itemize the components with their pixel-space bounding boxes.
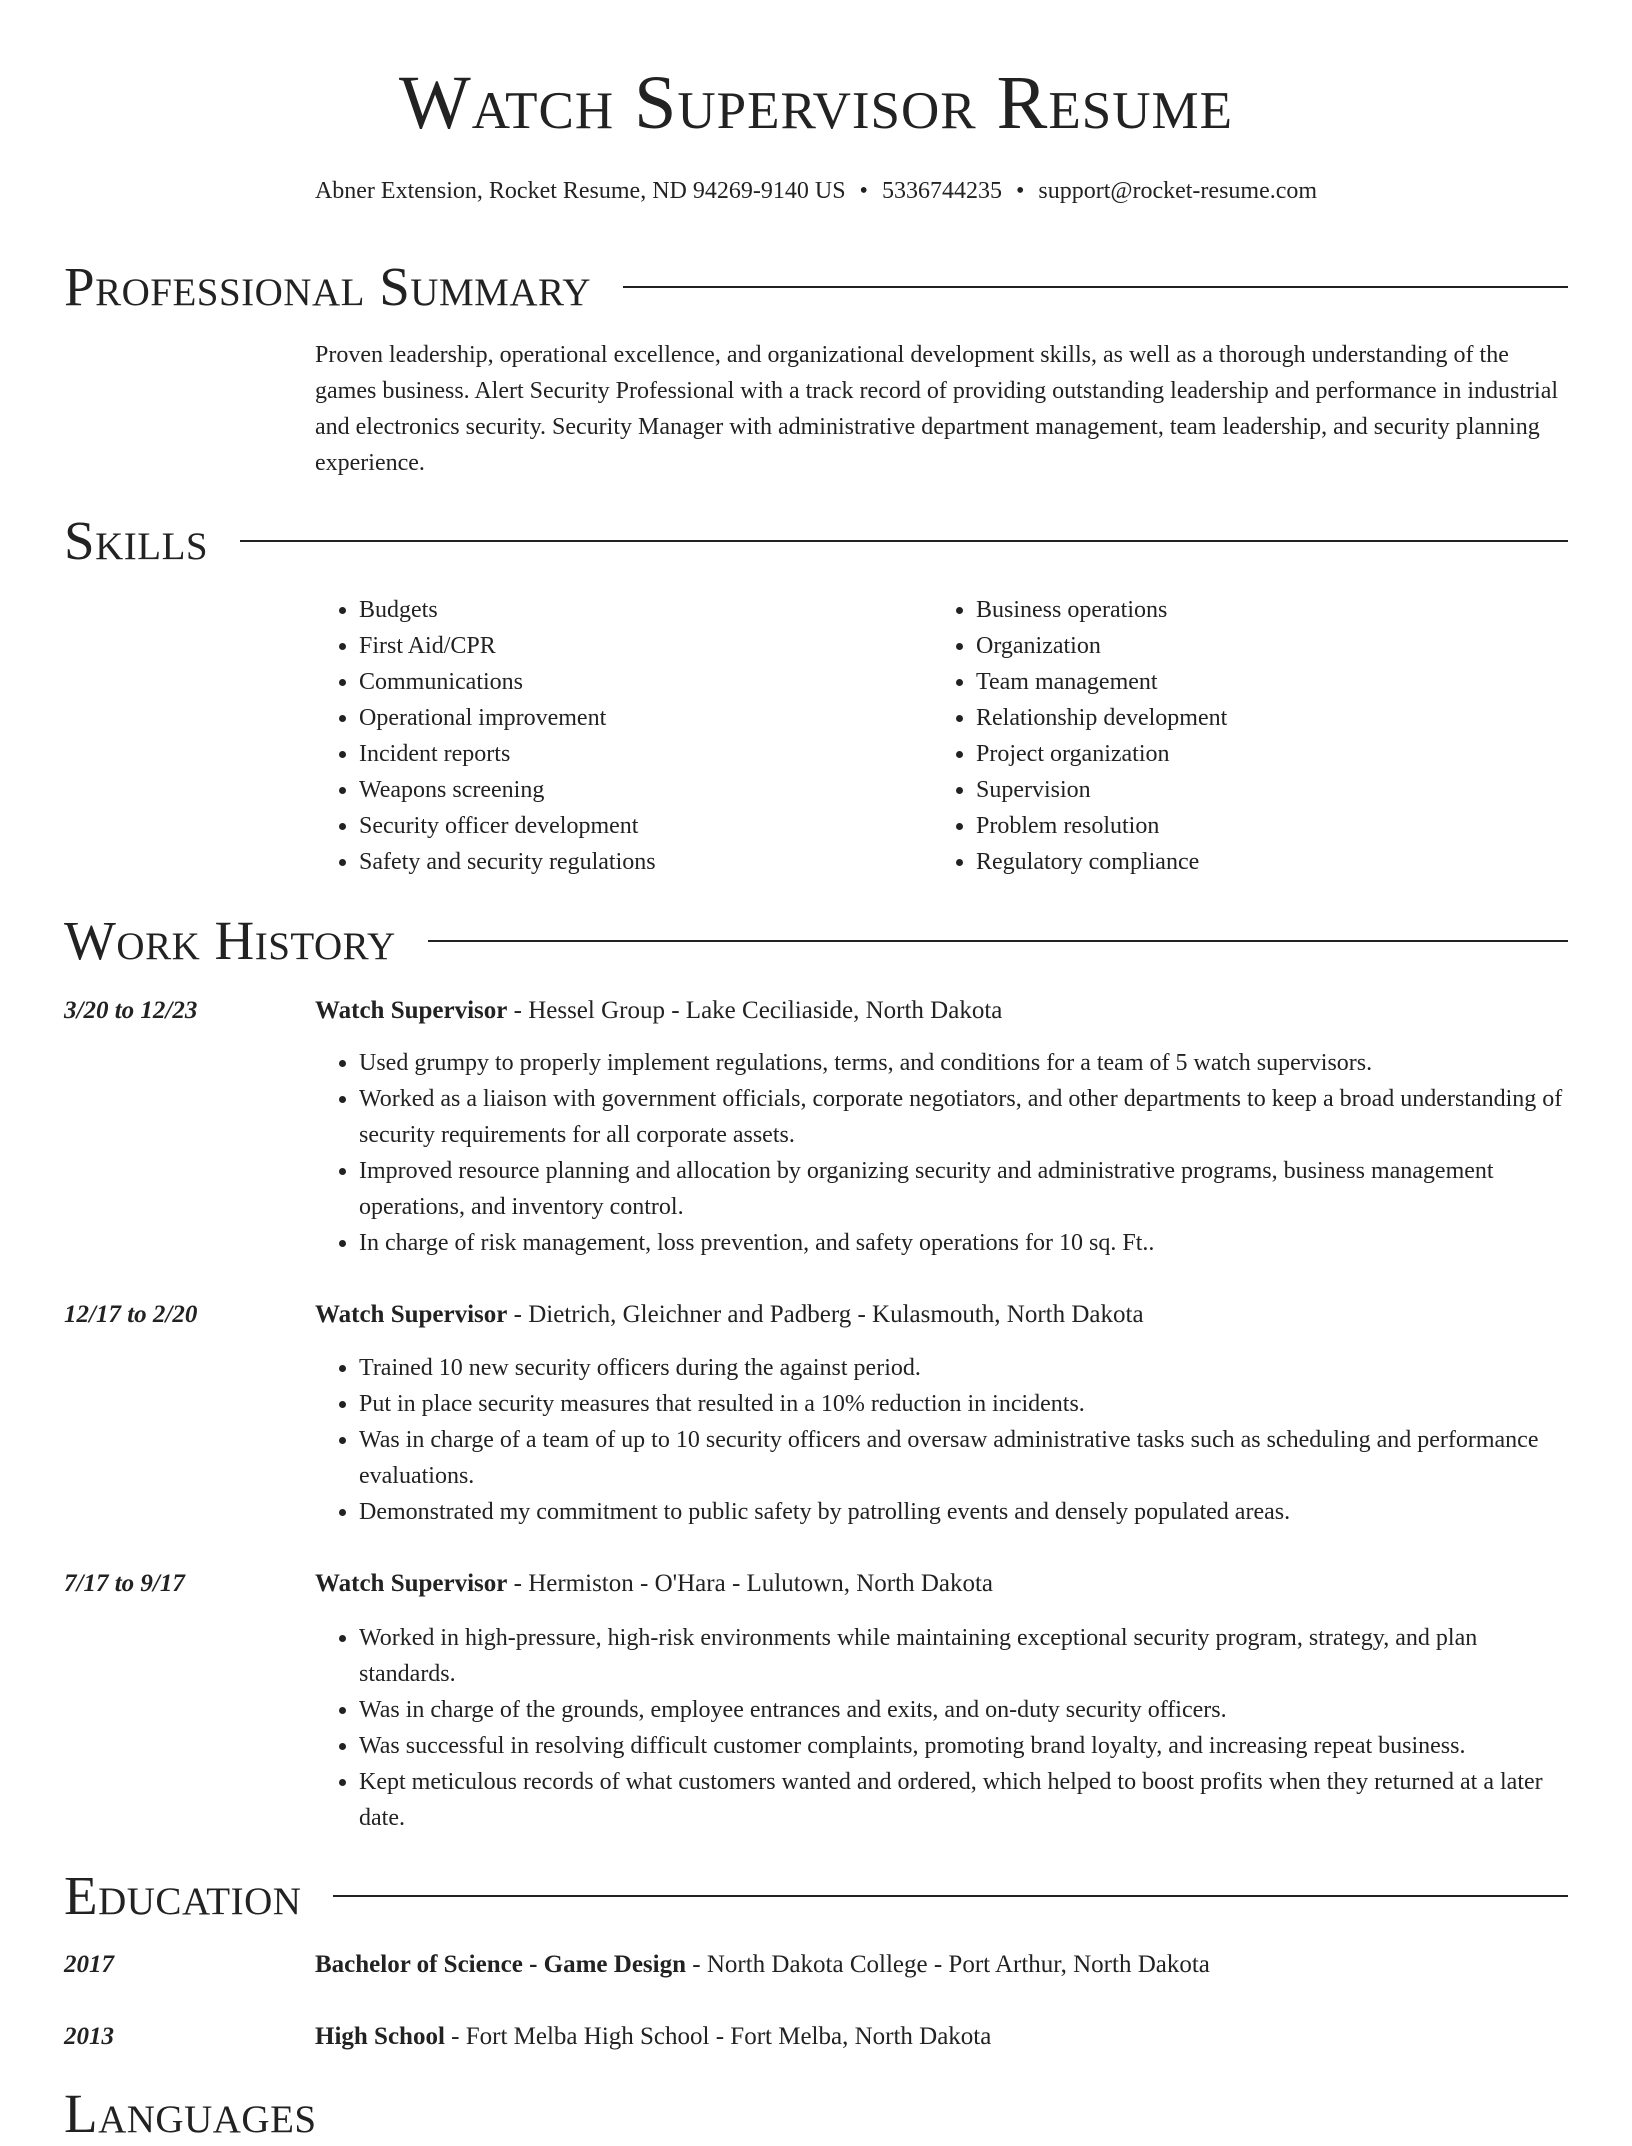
skill-item: • Regulatory compliance bbox=[976, 844, 1227, 880]
resume-title: Watch Supervisor Resume bbox=[399, 61, 1233, 145]
job-bullet: • Was in charge of a team of up to 10 security officers and oversaw administrative tasks such as scheduling and performance evaluations. bbox=[359, 1422, 1570, 1494]
skill-item: • Business operations bbox=[976, 592, 1227, 628]
job-bullet: • Used grumpy to properly implement regulations, terms, and conditions for a team of 5 watch supervisors. bbox=[359, 1045, 1570, 1081]
section-divider bbox=[623, 286, 1568, 288]
skills-section-header bbox=[64, 509, 1568, 573]
job-bullets bbox=[315, 1045, 1570, 1261]
job-bullets bbox=[315, 1350, 1570, 1530]
work-heading: Work History bbox=[64, 910, 396, 971]
contact-separator: • bbox=[1015, 178, 1025, 204]
job-bullet: • Trained 10 new security officers during the against period. bbox=[359, 1350, 1570, 1386]
skill-item: • Problem resolution bbox=[976, 808, 1227, 844]
job-bullet: • Worked as a liaison with government officials, corporate negotiators, and other departments to keep a broad understanding of security requirements for all corporate assets. bbox=[359, 1081, 1570, 1153]
skill-item: • Incident reports bbox=[359, 736, 656, 772]
job-bullet: • Improved resource planning and allocation by organizing security and administrative programs, business management operations, and inventory control. bbox=[359, 1153, 1570, 1225]
job-heading bbox=[315, 993, 1002, 1029]
skills-heading: Skills bbox=[64, 510, 209, 571]
work-section-header bbox=[64, 909, 1568, 973]
job-bullet: • Demonstrated my commitment to public safety by patrolling events and densely populated areas. bbox=[359, 1494, 1570, 1530]
job-title: Watch Supervisor bbox=[315, 997, 508, 1024]
skill-item: • Communications bbox=[359, 664, 656, 700]
skills-list-left bbox=[315, 592, 656, 880]
job-heading bbox=[315, 1297, 1144, 1333]
job-employer: - Dietrich, Gleichner and Padberg - Kulasmouth, North Dakota bbox=[507, 1301, 1144, 1328]
contact-address: Abner Extension, Rocket Resume, ND 94269-9140 US bbox=[314, 178, 846, 204]
skill-item: • Budgets bbox=[359, 592, 656, 628]
contact-phone: 5336744235 bbox=[881, 178, 1002, 204]
education-section-header bbox=[64, 1864, 1568, 1928]
languages-heading: Languages bbox=[64, 2083, 317, 2144]
section-divider bbox=[333, 1895, 1568, 1897]
job-bullets bbox=[315, 1620, 1570, 1836]
contact-line bbox=[0, 175, 1632, 207]
education-school: - Fort Melba High School - Fort Melba, North Dakota bbox=[444, 2023, 992, 2050]
job-heading bbox=[315, 1566, 993, 1602]
education-degree: High School bbox=[315, 2023, 445, 2050]
job-employer: - Hermiston - O'Hara - Lulutown, North Dakota bbox=[507, 1570, 994, 1597]
job-dates: 12/17 to 2/20 bbox=[64, 1301, 198, 1328]
education-year: 2013 bbox=[64, 2023, 114, 2050]
education-school: - North Dakota College - Port Arthur, North Dakota bbox=[686, 1951, 1210, 1978]
section-divider bbox=[428, 940, 1568, 942]
job-dates: 3/20 to 12/23 bbox=[64, 997, 198, 1024]
summary-text: Proven leadership, operational excellence, and organizational development skills, as well as a thorough understanding of the games business. Alert Security Professional with a track record of providing outstanding leadership and performance in industrial and electronics security. Security Manager with administrative department management, team leadership, and security planning experience. bbox=[315, 342, 1559, 476]
job-title: Watch Supervisor bbox=[315, 1570, 508, 1597]
education-heading: Education bbox=[64, 1865, 302, 1926]
job-bullet: • Kept meticulous records of what customers wanted and ordered, which helped to boost profits when they returned at a later date. bbox=[359, 1764, 1570, 1836]
job-bullet: • Was in charge of the grounds, employee entrances and exits, and on-duty security officers. bbox=[359, 1692, 1570, 1728]
skill-item: • Operational improvement bbox=[359, 700, 656, 736]
education-year: 2017 bbox=[64, 1951, 114, 1978]
contact-separator: • bbox=[859, 178, 868, 204]
skill-item: • Supervision bbox=[976, 772, 1227, 808]
summary-heading: Professional Summary bbox=[64, 256, 592, 317]
skill-item: • Safety and security regulations bbox=[359, 844, 656, 880]
skill-item: • Team management bbox=[976, 664, 1227, 700]
skill-item: • Weapons screening bbox=[359, 772, 656, 808]
skill-item: • First Aid/CPR bbox=[359, 628, 656, 664]
skill-item: • Security officer development bbox=[359, 808, 656, 844]
job-bullet: • Put in place security measures that resulted in a 10% reduction in incidents. bbox=[359, 1386, 1570, 1422]
education-entry bbox=[315, 2019, 991, 2055]
job-dates: 7/17 to 9/17 bbox=[64, 1570, 185, 1597]
skills-list-right bbox=[932, 592, 1227, 880]
job-bullet: • Worked in high-pressure, high-risk environments while maintaining exceptional security program, strategy, and plan standards. bbox=[359, 1620, 1570, 1692]
summary-section-header bbox=[64, 255, 1568, 319]
skill-item: • Relationship development bbox=[976, 700, 1227, 736]
job-title: Watch Supervisor bbox=[315, 1301, 508, 1328]
languages-section-header bbox=[64, 2082, 1568, 2146]
skill-item: • Organization bbox=[976, 628, 1227, 664]
education-degree: Bachelor of Science - Game Design bbox=[315, 1951, 686, 1978]
job-bullet: • In charge of risk management, loss prevention, and safety operations for 10 sq. Ft.. bbox=[359, 1225, 1570, 1261]
job-employer: - Hessel Group - Lake Ceciliaside, North Dakota bbox=[507, 997, 1003, 1024]
section-divider bbox=[240, 540, 1568, 542]
contact-email: support@rocket-resume.com bbox=[1038, 178, 1318, 204]
skill-item: • Project organization bbox=[976, 736, 1227, 772]
education-entry bbox=[315, 1947, 1210, 1983]
job-bullet: • Was successful in resolving difficult customer complaints, promoting brand loyalty, and increasing repeat business. bbox=[359, 1728, 1570, 1764]
